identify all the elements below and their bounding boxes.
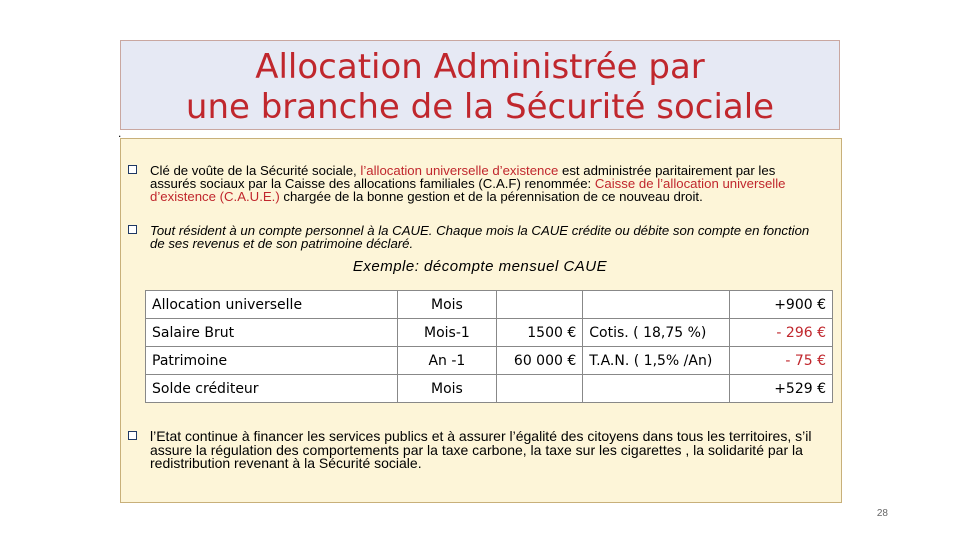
bullet-3-text: l’Etat continue à financer les services publics et à assurer l’égalité des citoyens dans tous les territoires, s’il assure la régulation des comportements par la taxe carbone, la taxe sur les cigarettes , la solidarité par la redistribution revenant à la Sécurité sociale. <box>150 428 812 471</box>
bullet-1-part1: Clé de voûte de la Sécurité sociale, <box>150 163 361 178</box>
row-label: Patrimoine <box>146 347 398 375</box>
bullet-1 <box>128 164 818 203</box>
row-amount: - 296 € <box>730 319 833 347</box>
title-line-1: Allocation Administrée par <box>255 47 705 87</box>
square-bullet-icon <box>128 165 137 174</box>
bullet-2 <box>128 224 818 250</box>
row-rate <box>583 291 730 319</box>
row-base: 60 000 € <box>497 347 583 375</box>
row-label: Salaire Brut <box>146 319 398 347</box>
row-period: Mois <box>397 375 497 403</box>
example-title: Exemple: décompte mensuel CAUE <box>352 258 608 275</box>
title-box <box>120 40 840 130</box>
bullet-1-highlight2: Caisse de l’allocation universelle d’existence (C.A.U.E.) <box>150 176 786 204</box>
row-rate: Cotis. ( 18,75 %) <box>583 319 730 347</box>
row-base: 1500 € <box>497 319 583 347</box>
bullet-1-highlight1: l’allocation universelle d’existence <box>360 163 559 178</box>
row-label: Allocation universelle <box>146 291 398 319</box>
table-row <box>146 347 833 375</box>
row-amount: +900 € <box>730 291 833 319</box>
row-amount: +529 € <box>730 375 833 403</box>
bullet-1-part2: est administrée paritairement par les assurés sociaux par la Caisse des allocations familiales (C.A.F) renommée: <box>150 163 776 191</box>
row-rate: T.A.N. ( 1,5% /An) <box>583 347 730 375</box>
bullet-2-text: Tout résident à un compte personnel à la CAUE. Chaque mois la CAUE crédite ou débite son compte en fonction de ses revenus et de son patrimoine déclaré. <box>150 223 810 251</box>
page-number: 28 <box>876 508 888 519</box>
square-bullet-icon <box>128 431 137 440</box>
table-row <box>146 375 833 403</box>
row-period: Mois <box>397 291 497 319</box>
title-line-2: une branche de la Sécurité sociale <box>185 87 775 127</box>
row-period: An -1 <box>397 347 497 375</box>
row-period: Mois-1 <box>397 319 497 347</box>
row-base <box>497 375 583 403</box>
row-base <box>497 291 583 319</box>
bullet-1-text <box>128 164 818 203</box>
caue-statement-table <box>145 290 833 403</box>
bullet-1-part3: chargée de la bonne gestion et de la pérennisation de ce nouveau droit. <box>279 189 703 204</box>
table-row <box>146 319 833 347</box>
row-label: Solde créditeur <box>146 375 398 403</box>
stray-dot: . <box>118 126 122 140</box>
bullet-3 <box>128 430 818 471</box>
row-rate <box>583 375 730 403</box>
row-amount: - 75 € <box>730 347 833 375</box>
table-row <box>146 291 833 319</box>
square-bullet-icon <box>128 225 137 234</box>
